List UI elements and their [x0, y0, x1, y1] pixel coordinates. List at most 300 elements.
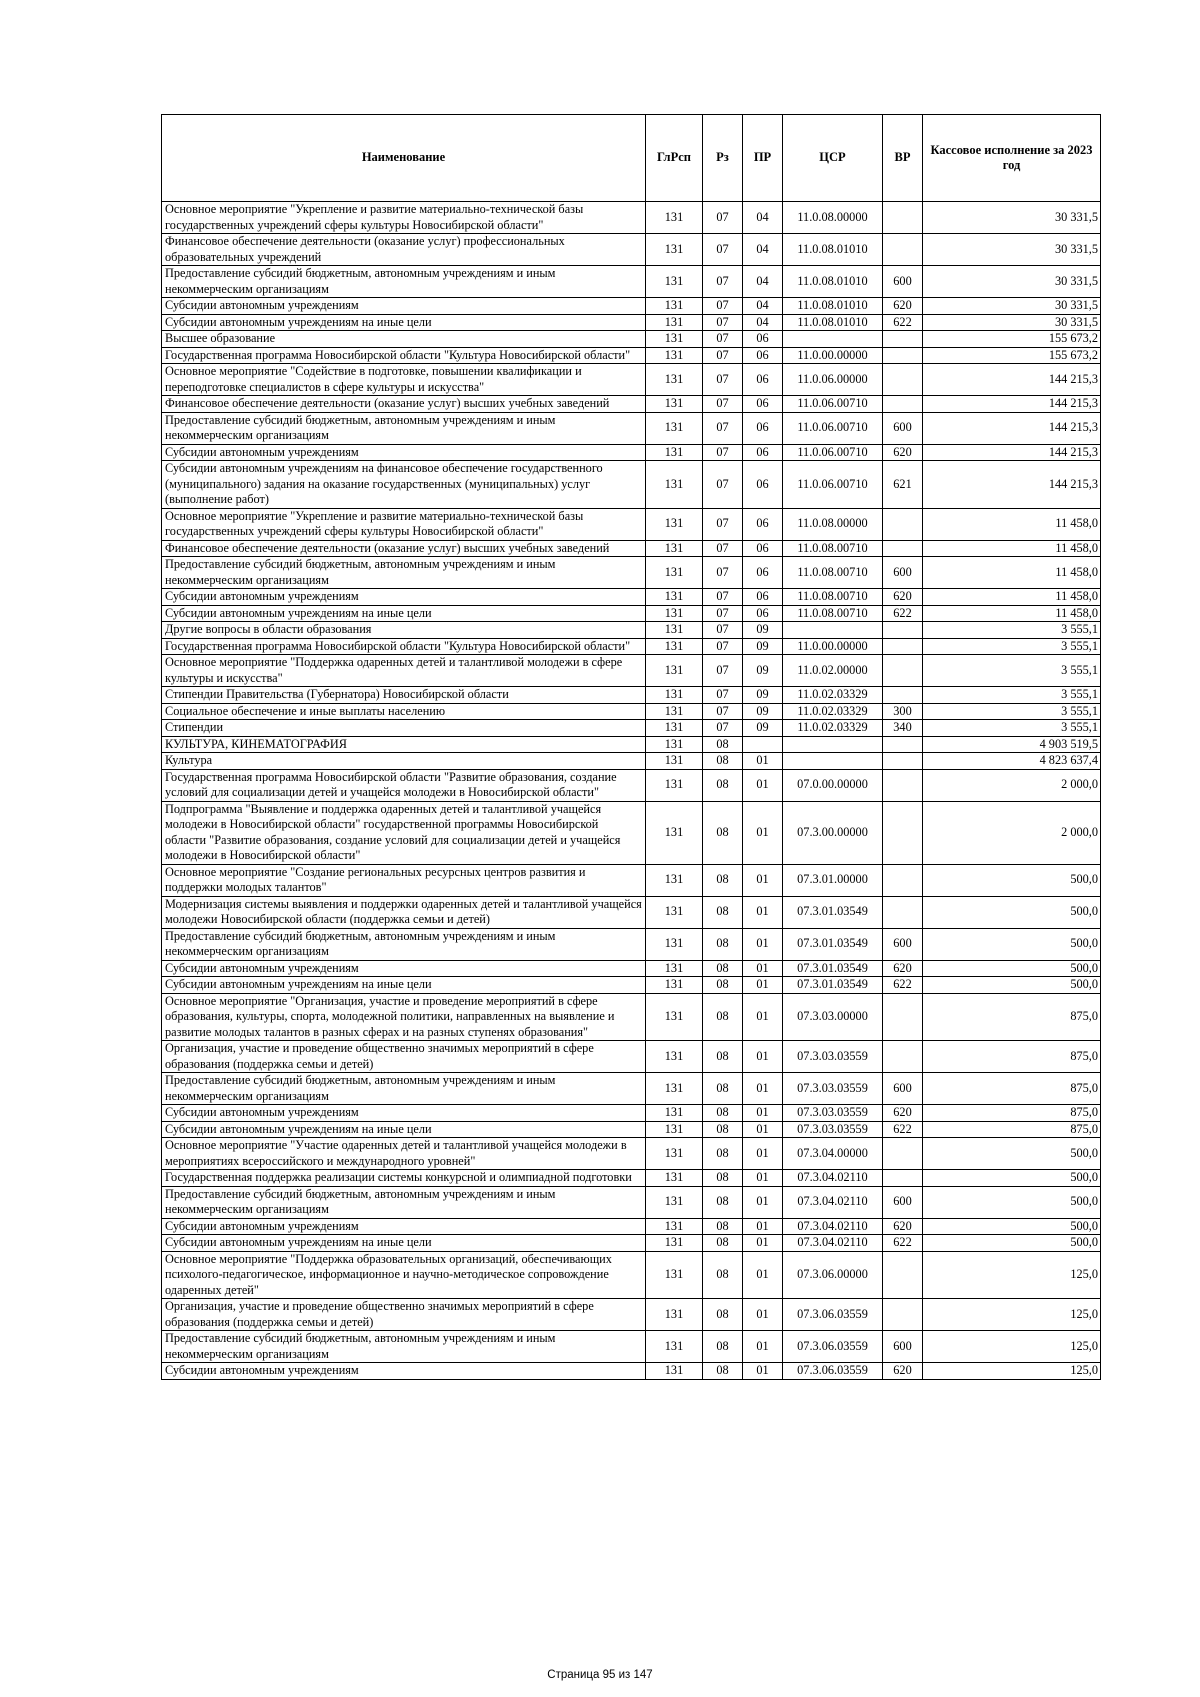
row-name: Предоставление субсидий бюджетным, автономным учреждениям и иным некоммерческим организациям	[162, 1331, 646, 1363]
row-name: Стипендии Правительства (Губернатора) Новосибирской области	[162, 687, 646, 704]
row-glrsp: 131	[646, 1235, 703, 1252]
row-rz: 07	[703, 202, 743, 234]
table-row	[162, 1186, 1101, 1218]
row-glrsp: 131	[646, 993, 703, 1041]
row-rz: 07	[703, 364, 743, 396]
row-pr: 04	[743, 202, 783, 234]
row-csr	[783, 622, 883, 639]
row-name: Основное мероприятие "Укрепление и развитие материально-технической базы государственных учреждений сферы культуры Новосибирской области"	[162, 202, 646, 234]
table-row	[162, 540, 1101, 557]
row-csr: 11.0.06.00710	[783, 412, 883, 444]
row-rz: 08	[703, 1363, 743, 1380]
row-vr	[883, 638, 923, 655]
table-row	[162, 557, 1101, 589]
row-vr: 600	[883, 1073, 923, 1105]
column-header: ЦСР	[783, 115, 883, 202]
table-row	[162, 1331, 1101, 1363]
row-csr: 07.3.01.03549	[783, 928, 883, 960]
row-amount: 30 331,5	[923, 234, 1101, 266]
row-vr: 600	[883, 1186, 923, 1218]
table-row	[162, 977, 1101, 994]
row-name: Субсидии автономным учреждениям	[162, 444, 646, 461]
row-csr: 07.3.06.03559	[783, 1331, 883, 1363]
row-glrsp: 131	[646, 928, 703, 960]
row-vr: 620	[883, 1363, 923, 1380]
row-name: Предоставление субсидий бюджетным, автономным учреждениям и иным некоммерческим организациям	[162, 557, 646, 589]
row-vr	[883, 1170, 923, 1187]
column-header: Кассовое исполнение за 2023 год	[923, 115, 1101, 202]
row-name: Предоставление субсидий бюджетным, автономным учреждениям и иным некоммерческим организациям	[162, 412, 646, 444]
row-amount: 500,0	[923, 896, 1101, 928]
row-rz: 07	[703, 655, 743, 687]
table-row	[162, 396, 1101, 413]
column-header: Наименование	[162, 115, 646, 202]
row-vr	[883, 540, 923, 557]
row-amount: 30 331,5	[923, 298, 1101, 315]
row-amount: 30 331,5	[923, 266, 1101, 298]
row-vr: 620	[883, 1105, 923, 1122]
table-row	[162, 1299, 1101, 1331]
row-csr: 07.3.04.02110	[783, 1235, 883, 1252]
row-csr: 11.0.08.01010	[783, 298, 883, 315]
row-glrsp: 131	[646, 1363, 703, 1380]
row-pr: 01	[743, 1186, 783, 1218]
row-pr: 06	[743, 461, 783, 509]
row-pr: 01	[743, 769, 783, 801]
row-glrsp: 131	[646, 605, 703, 622]
row-vr	[883, 736, 923, 753]
row-glrsp: 131	[646, 896, 703, 928]
table-row	[162, 1235, 1101, 1252]
row-rz: 07	[703, 331, 743, 348]
row-vr	[883, 622, 923, 639]
row-vr	[883, 202, 923, 234]
row-csr: 07.3.04.00000	[783, 1138, 883, 1170]
table-row	[162, 960, 1101, 977]
table-row	[162, 1041, 1101, 1073]
row-rz: 08	[703, 1218, 743, 1235]
row-csr: 07.3.01.03549	[783, 896, 883, 928]
row-vr: 600	[883, 266, 923, 298]
row-glrsp: 131	[646, 461, 703, 509]
table-row	[162, 1363, 1101, 1380]
row-pr: 01	[743, 1218, 783, 1235]
row-amount: 11 458,0	[923, 540, 1101, 557]
row-amount: 500,0	[923, 1170, 1101, 1187]
row-rz: 08	[703, 1170, 743, 1187]
row-csr: 11.0.02.03329	[783, 720, 883, 737]
column-header: ВР	[883, 115, 923, 202]
row-glrsp: 131	[646, 589, 703, 606]
table-row	[162, 638, 1101, 655]
row-vr	[883, 801, 923, 864]
table-row	[162, 1138, 1101, 1170]
row-csr: 07.3.03.03559	[783, 1041, 883, 1073]
row-pr: 01	[743, 928, 783, 960]
row-glrsp: 131	[646, 202, 703, 234]
table-row	[162, 993, 1101, 1041]
row-rz: 07	[703, 396, 743, 413]
row-pr: 01	[743, 864, 783, 896]
row-glrsp: 131	[646, 331, 703, 348]
row-name: Субсидии автономным учреждениям на иные цели	[162, 314, 646, 331]
row-csr: 11.0.06.00710	[783, 396, 883, 413]
row-csr: 11.0.08.00000	[783, 508, 883, 540]
row-glrsp: 131	[646, 1105, 703, 1122]
row-rz: 08	[703, 993, 743, 1041]
column-header: Рз	[703, 115, 743, 202]
row-rz: 08	[703, 1299, 743, 1331]
row-amount: 3 555,1	[923, 638, 1101, 655]
row-vr: 600	[883, 412, 923, 444]
row-csr: 11.0.06.00000	[783, 364, 883, 396]
row-vr: 600	[883, 1331, 923, 1363]
table-body	[162, 202, 1101, 1380]
row-glrsp: 131	[646, 1041, 703, 1073]
row-amount: 144 215,3	[923, 461, 1101, 509]
table-row	[162, 364, 1101, 396]
row-rz: 07	[703, 687, 743, 704]
table-row	[162, 1170, 1101, 1187]
row-vr: 622	[883, 314, 923, 331]
row-amount: 144 215,3	[923, 444, 1101, 461]
row-amount: 11 458,0	[923, 605, 1101, 622]
row-pr: 01	[743, 801, 783, 864]
row-name: Субсидии автономным учреждениям на финансовое обеспечение государственного (муниципального) задания на оказание государственных (муниципальных) услуг (выполнение работ)	[162, 461, 646, 509]
table-row	[162, 703, 1101, 720]
row-rz: 08	[703, 769, 743, 801]
row-name: Предоставление субсидий бюджетным, автономным учреждениям и иным некоммерческим организациям	[162, 1186, 646, 1218]
row-pr	[743, 736, 783, 753]
row-amount: 3 555,1	[923, 703, 1101, 720]
row-pr: 09	[743, 720, 783, 737]
row-vr: 622	[883, 1121, 923, 1138]
row-rz: 07	[703, 720, 743, 737]
row-glrsp: 131	[646, 1138, 703, 1170]
row-amount: 875,0	[923, 993, 1101, 1041]
row-vr	[883, 896, 923, 928]
row-pr: 01	[743, 896, 783, 928]
row-pr: 01	[743, 1121, 783, 1138]
table-row	[162, 655, 1101, 687]
row-glrsp: 131	[646, 508, 703, 540]
row-glrsp: 131	[646, 1170, 703, 1187]
row-name: КУЛЬТУРА, КИНЕМАТОГРАФИЯ	[162, 736, 646, 753]
row-name: Государственная программа Новосибирской области "Культура Новосибирской области"	[162, 347, 646, 364]
table-row	[162, 508, 1101, 540]
row-pr: 06	[743, 540, 783, 557]
row-rz: 07	[703, 461, 743, 509]
row-glrsp: 131	[646, 1121, 703, 1138]
row-vr	[883, 769, 923, 801]
row-amount: 500,0	[923, 960, 1101, 977]
row-glrsp: 131	[646, 687, 703, 704]
row-amount: 2 000,0	[923, 801, 1101, 864]
row-name: Основное мероприятие "Поддержка одаренных детей и талантливой молодежи в сфере культуры и искусства"	[162, 655, 646, 687]
row-csr: 07.3.06.03559	[783, 1363, 883, 1380]
row-name: Другие вопросы в области образования	[162, 622, 646, 639]
row-rz: 08	[703, 977, 743, 994]
row-csr: 07.3.03.03559	[783, 1121, 883, 1138]
row-amount: 500,0	[923, 928, 1101, 960]
row-rz: 07	[703, 266, 743, 298]
row-pr: 01	[743, 1363, 783, 1380]
row-glrsp: 131	[646, 266, 703, 298]
row-csr: 11.0.00.00000	[783, 347, 883, 364]
row-rz: 08	[703, 1235, 743, 1252]
row-rz: 07	[703, 314, 743, 331]
row-csr: 07.3.06.03559	[783, 1299, 883, 1331]
table-row	[162, 1218, 1101, 1235]
row-vr: 340	[883, 720, 923, 737]
row-glrsp: 131	[646, 638, 703, 655]
table-row	[162, 589, 1101, 606]
table-row	[162, 234, 1101, 266]
row-glrsp: 131	[646, 314, 703, 331]
row-rz: 08	[703, 896, 743, 928]
row-pr: 04	[743, 314, 783, 331]
row-name: Государственная программа Новосибирской области "Развитие образования, создание условий для социализации детей и учащейся молодежи в Новосибирской области"	[162, 769, 646, 801]
row-pr: 01	[743, 1251, 783, 1299]
table-row	[162, 753, 1101, 770]
row-name: Субсидии автономным учреждениям	[162, 1218, 646, 1235]
row-amount: 500,0	[923, 977, 1101, 994]
table-row	[162, 928, 1101, 960]
row-name: Предоставление субсидий бюджетным, автономным учреждениям и иным некоммерческим организациям	[162, 266, 646, 298]
row-glrsp: 131	[646, 1218, 703, 1235]
row-vr	[883, 508, 923, 540]
table-row	[162, 769, 1101, 801]
table-row	[162, 412, 1101, 444]
row-name: Финансовое обеспечение деятельности (оказание услуг) высших учебных заведений	[162, 540, 646, 557]
row-name: Стипендии	[162, 720, 646, 737]
row-amount: 11 458,0	[923, 557, 1101, 589]
row-csr: 07.3.03.03559	[783, 1073, 883, 1105]
row-rz: 08	[703, 1041, 743, 1073]
table-row	[162, 687, 1101, 704]
row-vr: 622	[883, 977, 923, 994]
row-csr	[783, 331, 883, 348]
row-pr: 06	[743, 508, 783, 540]
table-row	[162, 622, 1101, 639]
table-row	[162, 202, 1101, 234]
row-pr: 01	[743, 753, 783, 770]
row-vr	[883, 396, 923, 413]
row-rz: 08	[703, 753, 743, 770]
row-amount: 155 673,2	[923, 347, 1101, 364]
row-glrsp: 131	[646, 540, 703, 557]
row-rz: 08	[703, 960, 743, 977]
row-pr: 09	[743, 622, 783, 639]
row-pr: 09	[743, 655, 783, 687]
row-name: Модернизация системы выявления и поддержки одаренных детей и талантливой учащейся молодежи Новосибирской области (поддержка семьи и детей)	[162, 896, 646, 928]
row-csr: 11.0.06.00710	[783, 461, 883, 509]
row-vr	[883, 1138, 923, 1170]
row-csr	[783, 736, 883, 753]
row-name: Культура	[162, 753, 646, 770]
row-pr: 06	[743, 605, 783, 622]
row-pr: 06	[743, 589, 783, 606]
row-pr: 01	[743, 1138, 783, 1170]
row-vr: 600	[883, 557, 923, 589]
budget-table	[161, 114, 1101, 1380]
row-csr: 07.3.01.03549	[783, 960, 883, 977]
row-glrsp: 131	[646, 396, 703, 413]
row-name: Субсидии автономным учреждениям	[162, 1105, 646, 1122]
row-glrsp: 131	[646, 1331, 703, 1363]
row-rz: 08	[703, 801, 743, 864]
row-rz: 08	[703, 1331, 743, 1363]
row-csr: 11.0.08.01010	[783, 234, 883, 266]
row-amount: 500,0	[923, 1218, 1101, 1235]
column-header: ГлРсп	[646, 115, 703, 202]
row-pr: 09	[743, 687, 783, 704]
row-glrsp: 131	[646, 769, 703, 801]
row-name: Субсидии автономным учреждениям	[162, 960, 646, 977]
row-amount: 144 215,3	[923, 412, 1101, 444]
row-amount: 500,0	[923, 1186, 1101, 1218]
row-csr: 07.3.03.03559	[783, 1105, 883, 1122]
row-name: Предоставление субсидий бюджетным, автономным учреждениям и иным некоммерческим организациям	[162, 1073, 646, 1105]
row-vr	[883, 1251, 923, 1299]
row-name: Социальное обеспечение и иные выплаты населению	[162, 703, 646, 720]
row-rz: 08	[703, 1105, 743, 1122]
table-row	[162, 331, 1101, 348]
row-name: Высшее образование	[162, 331, 646, 348]
row-vr	[883, 753, 923, 770]
row-rz: 07	[703, 622, 743, 639]
row-rz: 08	[703, 1251, 743, 1299]
row-pr: 01	[743, 1073, 783, 1105]
row-name: Основное мероприятие "Укрепление и развитие материально-технической базы государственных учреждений сферы культуры Новосибирской области"	[162, 508, 646, 540]
row-vr	[883, 364, 923, 396]
row-glrsp: 131	[646, 1251, 703, 1299]
row-glrsp: 131	[646, 298, 703, 315]
row-csr: 07.3.00.00000	[783, 801, 883, 864]
row-rz: 07	[703, 298, 743, 315]
row-amount: 125,0	[923, 1363, 1101, 1380]
row-name: Финансовое обеспечение деятельности (оказание услуг) профессиональных образовательных учреждений	[162, 234, 646, 266]
row-glrsp: 131	[646, 1073, 703, 1105]
row-rz: 08	[703, 1121, 743, 1138]
row-vr: 622	[883, 1235, 923, 1252]
row-pr: 06	[743, 396, 783, 413]
row-pr: 04	[743, 266, 783, 298]
row-rz: 08	[703, 736, 743, 753]
row-name: Субсидии автономным учреждениям	[162, 589, 646, 606]
row-pr: 01	[743, 1331, 783, 1363]
row-name: Государственная программа Новосибирской области "Культура Новосибирской области"	[162, 638, 646, 655]
table-row	[162, 1073, 1101, 1105]
row-amount: 4 903 519,5	[923, 736, 1101, 753]
row-name: Государственная поддержка реализации системы конкурсной и олимпиадной подготовки	[162, 1170, 646, 1187]
row-glrsp: 131	[646, 703, 703, 720]
row-name: Основное мероприятие "Содействие в подготовке, повышении квалификации и переподготовке специалистов в сфере культуры и искусства"	[162, 364, 646, 396]
row-amount: 875,0	[923, 1105, 1101, 1122]
row-rz: 07	[703, 703, 743, 720]
row-csr: 07.3.06.00000	[783, 1251, 883, 1299]
row-vr: 300	[883, 703, 923, 720]
row-glrsp: 131	[646, 753, 703, 770]
row-csr: 11.0.02.00000	[783, 655, 883, 687]
row-vr	[883, 864, 923, 896]
row-name: Субсидии автономным учреждениям	[162, 298, 646, 315]
row-amount: 144 215,3	[923, 364, 1101, 396]
row-name: Основное мероприятие "Участие одаренных детей и талантливой учащейся молодежи в мероприятиях всероссийского и международного уровней"	[162, 1138, 646, 1170]
row-glrsp: 131	[646, 347, 703, 364]
table-row	[162, 736, 1101, 753]
row-pr: 09	[743, 638, 783, 655]
row-name: Основное мероприятие "Создание региональных ресурсных центров развития и поддержки молодых талантов"	[162, 864, 646, 896]
row-amount: 875,0	[923, 1121, 1101, 1138]
row-csr: 11.0.08.00710	[783, 540, 883, 557]
row-rz: 07	[703, 605, 743, 622]
row-rz: 08	[703, 928, 743, 960]
row-amount: 30 331,5	[923, 314, 1101, 331]
row-rz: 07	[703, 638, 743, 655]
row-rz: 08	[703, 864, 743, 896]
row-vr	[883, 1299, 923, 1331]
row-amount: 4 823 637,4	[923, 753, 1101, 770]
row-pr: 06	[743, 364, 783, 396]
row-rz: 08	[703, 1073, 743, 1105]
page-number: Страница 95 из 147	[547, 1669, 653, 1681]
row-amount: 11 458,0	[923, 589, 1101, 606]
row-amount: 500,0	[923, 864, 1101, 896]
row-rz: 07	[703, 412, 743, 444]
row-rz: 07	[703, 540, 743, 557]
row-csr: 07.3.01.00000	[783, 864, 883, 896]
row-pr: 01	[743, 1105, 783, 1122]
table-header-row	[162, 115, 1101, 202]
row-glrsp: 131	[646, 736, 703, 753]
row-vr	[883, 687, 923, 704]
row-vr: 620	[883, 444, 923, 461]
table-row	[162, 896, 1101, 928]
row-csr: 11.0.08.01010	[783, 266, 883, 298]
table-row	[162, 1251, 1101, 1299]
row-pr: 06	[743, 347, 783, 364]
row-name: Субсидии автономным учреждениям на иные цели	[162, 1235, 646, 1252]
row-vr: 620	[883, 960, 923, 977]
row-glrsp: 131	[646, 720, 703, 737]
row-glrsp: 131	[646, 655, 703, 687]
row-glrsp: 131	[646, 234, 703, 266]
row-glrsp: 131	[646, 1186, 703, 1218]
row-csr: 11.0.02.03329	[783, 687, 883, 704]
table-row	[162, 720, 1101, 737]
row-name: Субсидии автономным учреждениям на иные цели	[162, 1121, 646, 1138]
row-name: Финансовое обеспечение деятельности (оказание услуг) высших учебных заведений	[162, 396, 646, 413]
row-csr: 11.0.08.00710	[783, 557, 883, 589]
column-header: ПР	[743, 115, 783, 202]
row-vr	[883, 347, 923, 364]
row-pr: 01	[743, 1170, 783, 1187]
row-pr: 06	[743, 331, 783, 348]
row-pr: 06	[743, 444, 783, 461]
row-rz: 07	[703, 508, 743, 540]
table-row	[162, 1121, 1101, 1138]
row-glrsp: 131	[646, 364, 703, 396]
row-rz: 07	[703, 347, 743, 364]
row-amount: 3 555,1	[923, 655, 1101, 687]
row-amount: 2 000,0	[923, 769, 1101, 801]
row-name: Основное мероприятие "Поддержка образовательных организаций, обеспечивающих психолого-педагогическое, информационное и научно-методическое сопровождение одаренных детей"	[162, 1251, 646, 1299]
row-csr: 07.3.04.02110	[783, 1170, 883, 1187]
row-vr	[883, 331, 923, 348]
row-pr: 01	[743, 1041, 783, 1073]
table-row	[162, 864, 1101, 896]
